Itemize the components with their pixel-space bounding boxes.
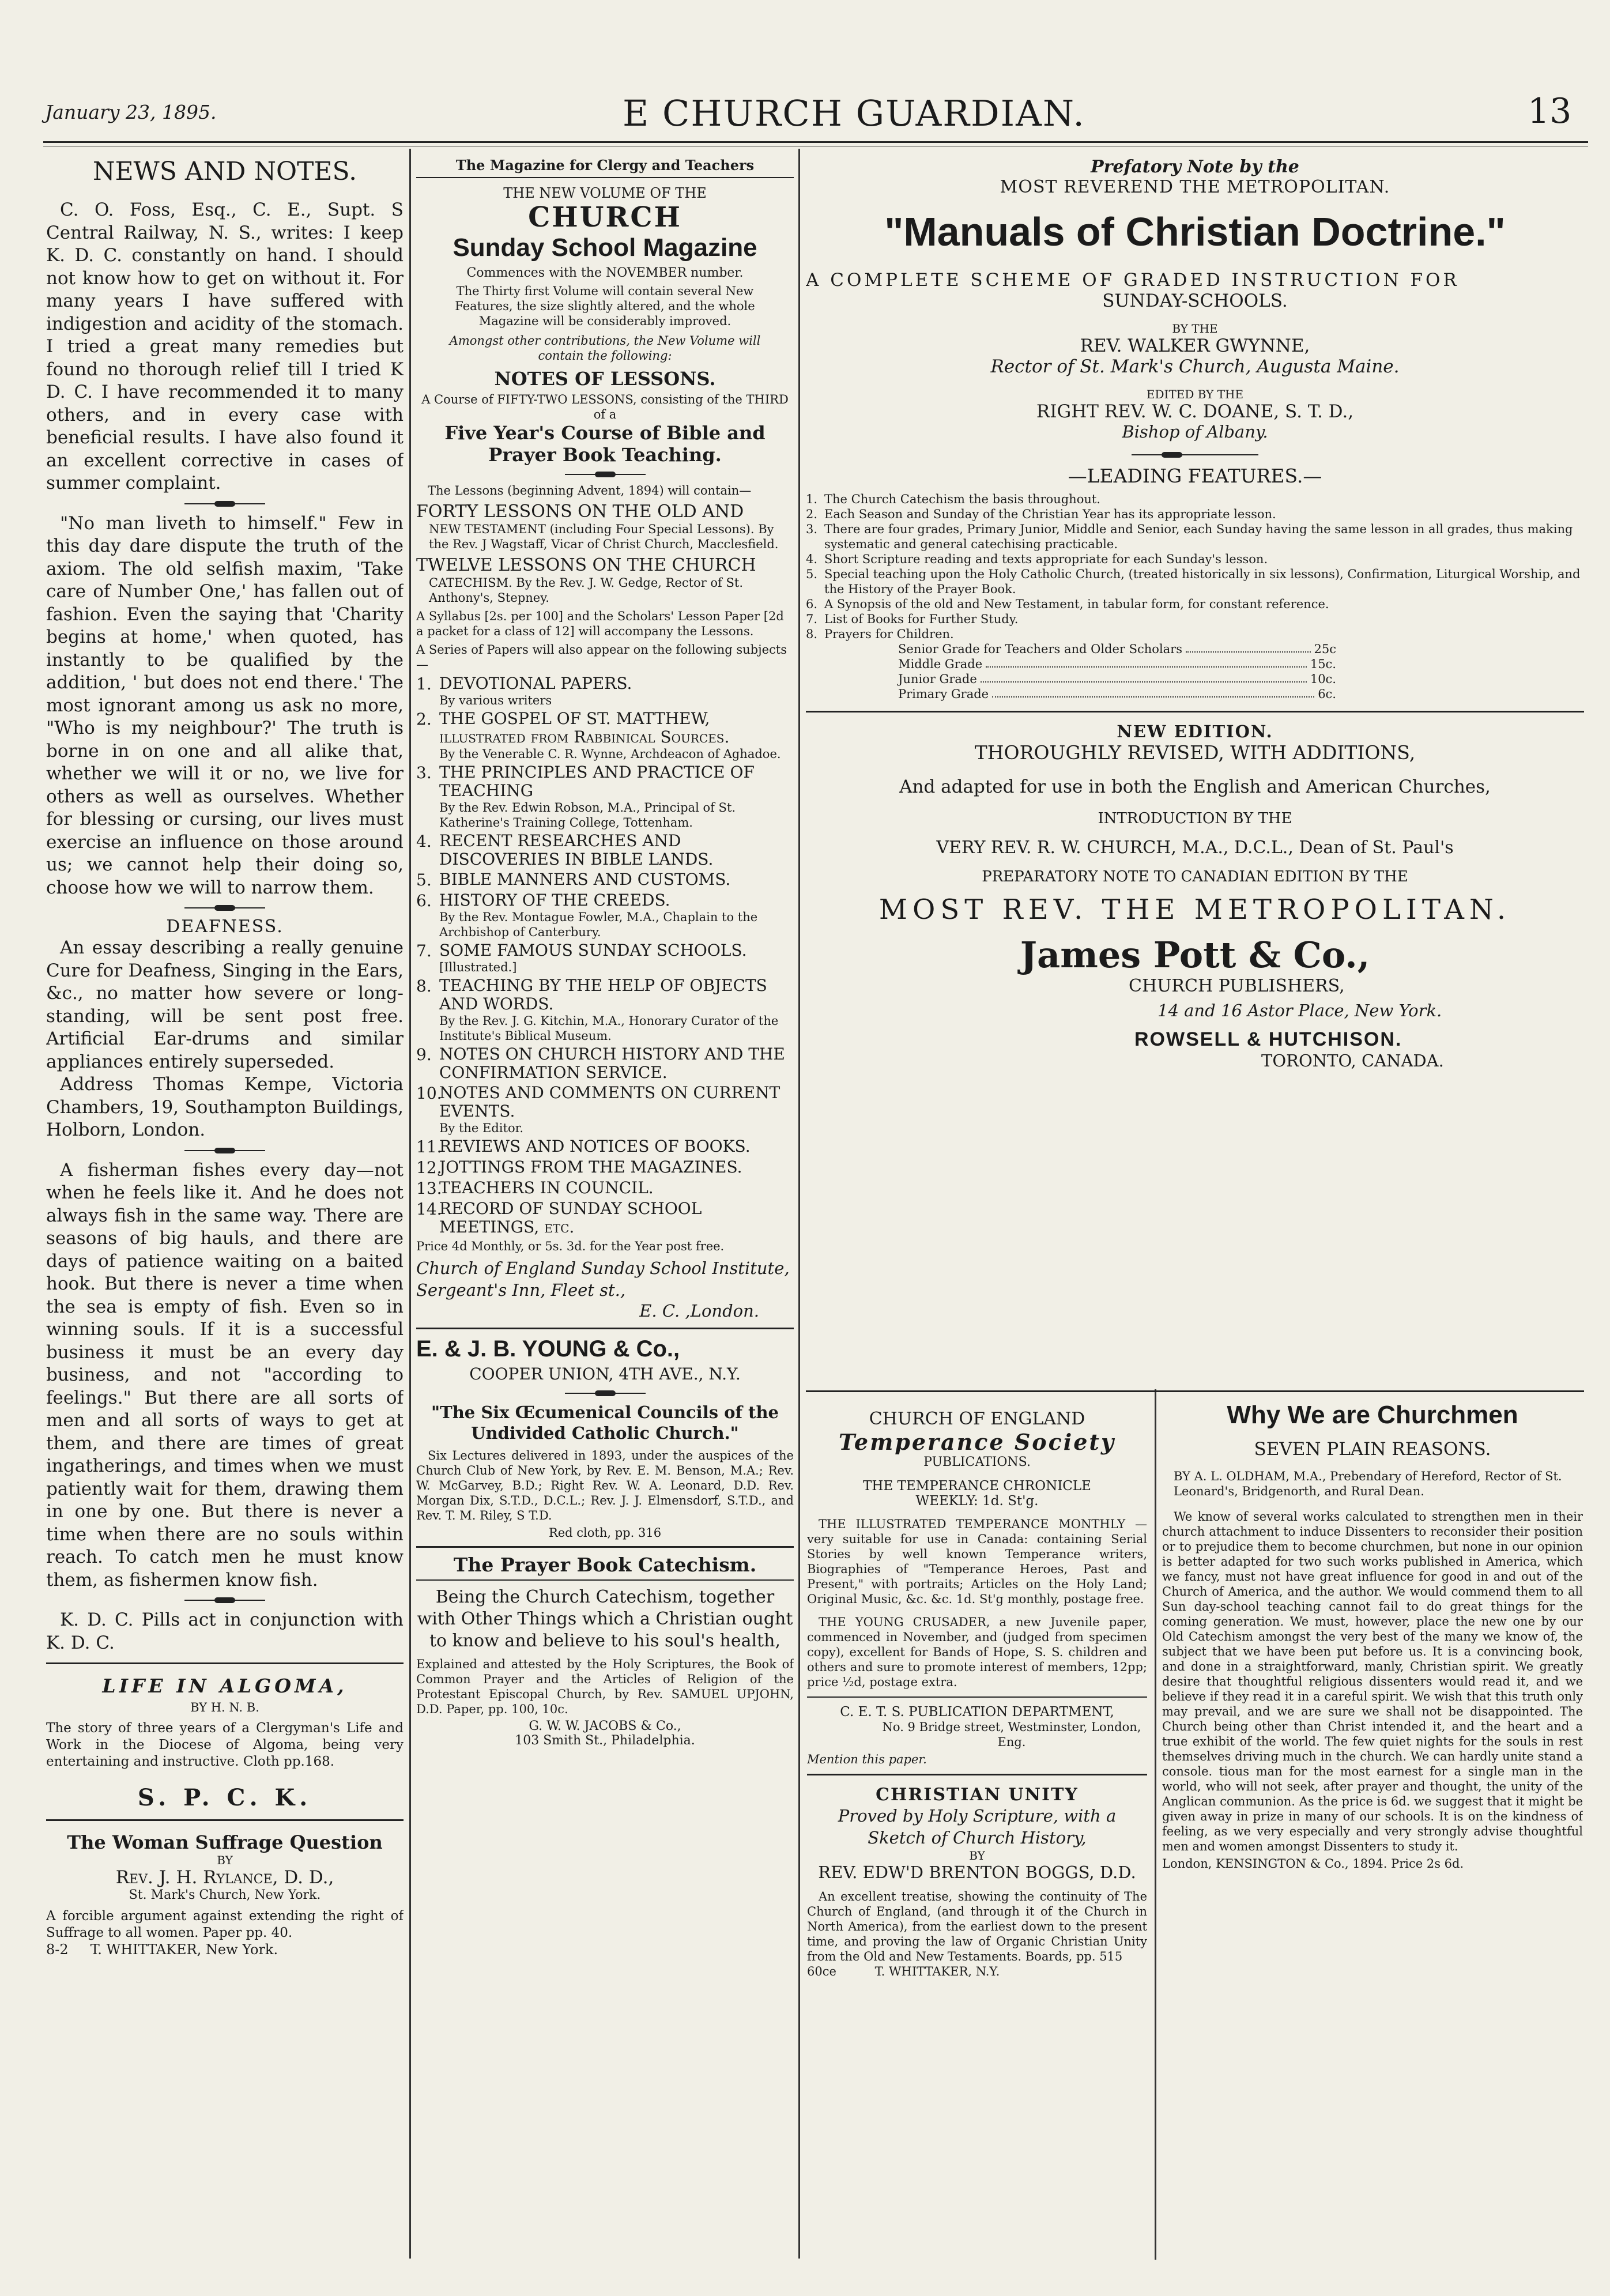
series-list [416, 674, 794, 1236]
section-rule [806, 1390, 1584, 1392]
series-item [416, 1158, 794, 1177]
unity-publisher: 60ce T. WHITTAKER, N.Y. [807, 1965, 1000, 1978]
proved-by-scripture: Proved by Holy Scripture, with a Sketch of Church History, [838, 1806, 1117, 1848]
astor-place: 14 and 16 Astor Place, New York. [1157, 1001, 1442, 1020]
series-item-title: DEVOTIONAL PAPERS. [439, 674, 632, 693]
series-item-detail: By the Rev. Edwin Robson, M.A., Principal of St. Katherine's Training College, Tottenham. [439, 801, 736, 830]
feature-text: Prayers for Children. [824, 627, 954, 641]
series-item-number: 3. [416, 763, 432, 782]
rowsell-hutchison: ROWSELL & HUTCHISON. [1134, 1028, 1402, 1050]
divider-rule [416, 1328, 794, 1329]
divider-rule [46, 1662, 404, 1664]
woman-suffrage-publisher: 8-2 T. WHITTAKER, New York. [46, 1941, 278, 1958]
feature-text: Each Season and Sunday of the Christian Year has its appropriate lesson. [824, 507, 1276, 521]
dot-leader [992, 687, 1314, 698]
grade-price: 25c [1314, 642, 1336, 656]
feature-item [806, 492, 1584, 507]
series-item-detail: [Illustrated.] [439, 960, 517, 974]
series-item [416, 1084, 794, 1136]
feature-number: 5. [806, 567, 818, 581]
forty-lessons-detail: NEW TESTAMENT (including Four Special Lessons). By the Rev. J Wagstaff, Vicar of Christ Church, Macclesfield. [429, 522, 779, 551]
six-councils-title: "The Six Œcumenical Councils of the Undivided Catholic Church." [431, 1403, 779, 1443]
complete-scheme: A COMPLETE SCHEME OF GRADED INSTRUCTION FOR [806, 270, 1460, 291]
grade-name: Primary Grade [898, 687, 989, 701]
column-rule-2 [798, 149, 800, 2259]
series-item-number: 10. [416, 1084, 442, 1103]
boggs: REV. EDW'D BRENTON BOGGS, D.D. [818, 1863, 1136, 1882]
divider-rule [807, 1774, 1147, 1775]
institute-city: E. C. ,London. [639, 1301, 759, 1321]
series-item-title: SOME FAMOUS SUNDAY SCHOOLS. [439, 941, 747, 960]
bishop-albany: Bishop of Albany. [1122, 422, 1268, 442]
series-item [416, 674, 794, 708]
divider-rule [416, 1579, 794, 1581]
red-cloth: Red cloth, pp. 316 [548, 1526, 662, 1540]
twelve-lessons-title: TWELVE LESSONS ON THE CHURCH [416, 555, 756, 575]
church-of-england: CHURCH OF ENGLAND [869, 1409, 1085, 1429]
most-reverend: MOST REVEREND THE METROPOLITAN. [1000, 177, 1390, 197]
series-item-title: TEACHERS IN COUNCIL. [439, 1178, 654, 1197]
news-heading: NEWS AND NOTES. [92, 157, 357, 186]
series-item-detail: By the Rev. J. G. Kitchin, M.A., Honorary Curator of the Institute's Biblical Museum. [439, 1014, 779, 1043]
forty-lessons-title: FORTY LESSONS ON THE OLD AND [416, 502, 744, 522]
feature-number: 4. [806, 552, 818, 566]
manuals-title: "Manuals of Christian Doctrine." [884, 209, 1506, 254]
series-item-number: 13. [416, 1179, 442, 1198]
feature-number: 7. [806, 612, 818, 626]
series-item-number: 9. [416, 1045, 432, 1064]
series-item-detail: By the Venerable C. R. Wynne, Archdeacon of Aghadoe. [439, 747, 781, 761]
divider-rule [807, 1696, 1147, 1698]
woman-suffrage-church: St. Mark's Church, New York. [129, 1888, 321, 1902]
introduction-by: INTRODUCTION BY THE [1098, 810, 1292, 827]
prayer-book-detail: Explained and attested by the Holy Scriptures, the Book of Common Prayer and the Articles of Religion of the Protestant Episcopal Church, by Rev. SAMUEL UPJOHN, D.D. Paper, pp. 100, 10c. [416, 1657, 794, 1716]
sunday-school-magazine: Sunday School Magazine [453, 233, 757, 262]
series-item-title: THE GOSPEL OF ST. MATTHEW, illustrated from Rabbinical Sources. [439, 709, 730, 747]
lessons-contain: The Lessons (beginning Advent, 1894) will contain— [428, 484, 752, 497]
sunday-schools: SUNDAY-SCHOOLS. [1102, 291, 1288, 311]
algoma-description: The story of three years of a Clergyman's Life and Work in the Diocese of Algoma, being very entertaining and instructive. Cloth pp.168. [46, 1721, 404, 1769]
feature-text: There are four grades, Primary Junior, Middle and Senior, each Sunday having the same lesson in all grades, thus making systematic and general catechising practicable. [824, 522, 1573, 551]
grade-name: Middle Grade [898, 657, 983, 671]
series-item-number: 12. [416, 1158, 442, 1177]
commences: Commences with the NOVEMBER number. [466, 266, 744, 280]
feature-number: 8. [806, 627, 818, 641]
publication-department: C. E. T. S. PUBLICATION DEPARTMENT, [840, 1705, 1114, 1720]
dot-leader [986, 657, 1307, 668]
series-item-title: HISTORY OF THE CREEDS. [439, 891, 670, 910]
six-councils-text: Six Lectures delivered in 1893, under the auspices of the Church Club of New York, by Rev. E. M. Benson, M.A.; Rev. W. McGarvey, B.D.; Right Rev. W. A. Leonard, D.D. Rev. Morgan Dix, S.T.D., D.C.L.; Rev. J. J. Elmensdorf, S.T.D., and Rev. T. M. Riley, S T.D. [416, 1449, 794, 1522]
series-item-title: TEACHING BY THE HELP OF OBJECTS AND WORDS. [439, 976, 767, 1013]
series-item-title: RECORD OF SUNDAY SCHOOL MEETINGS, etc. [439, 1199, 702, 1236]
feature-number: 1. [806, 492, 818, 506]
leading-features: —LEADING FEATURES.— [1068, 465, 1322, 487]
why-publisher: London, KENSINGTON & Co., 1894. Price 2s 6d. [1162, 1857, 1464, 1871]
series-item-title: THE PRINCIPLES AND PRACTICE OF TEACHING [439, 763, 755, 800]
woman-suffrage-description: A forcible argument against extending the right of Suffrage to all women. Paper pp. 40. [46, 1909, 404, 1940]
magazine-column [416, 157, 794, 2267]
thoroughly-revised: THOROUGHLY REVISED, WITH ADDITIONS, [974, 741, 1416, 764]
series-note: A Series of Papers will also appear on the following subjects— [416, 643, 787, 672]
twelve-lessons-detail: CATECHISM. By the Rev. J. W. Gedge, Rector of St. Anthony's, Stepney. [429, 576, 743, 605]
magazine-head: The Magazine for Clergy and Teachers [455, 157, 755, 174]
grade-name: Senior Grade for Teachers and Older Scholars [898, 642, 1182, 656]
feature-item [806, 627, 1584, 642]
doane: RIGHT REV. W. C. DOANE, S. T. D., [1036, 401, 1354, 422]
by-the: BY THE [1172, 322, 1218, 335]
series-item-number: 6. [416, 891, 432, 910]
temperance-chronicle: THE TEMPERANCE CHRONICLE [863, 1479, 1091, 1494]
spck-imprint: S. P. C. K. [137, 1784, 312, 1811]
feature-number: 6. [806, 597, 818, 611]
series-item [416, 1179, 794, 1198]
toronto-canada: TORONTO, CANADA. [1261, 1051, 1444, 1070]
mention-paper: Mention this paper. [807, 1752, 927, 1766]
publications: PUBLICATIONS. [923, 1455, 1031, 1469]
feature-item [806, 597, 1584, 612]
no-man-liveth-article: "No man liveth to himself." Few in this day dare dispute the truth of the axiom. The old selfish maxim, 'Take care of Number One,' has fallen out of fashion. Even the saying that 'Charity begins at home,' when quoted, has instantly to be qualified by the addition, ' but does not end there.' The most ignorant among us ask no more, "Who is my neighbour?' The truth is borne in on one and all alike that, whether we will it or no, we live for others as well as ourselves. Whether for blessing or cursing, our lives must exercise an influence on those around us; we cannot help their doing so, choose how we will to narrow them. [46, 512, 404, 898]
unity-description: An excellent treatise, showing the continuity of The Church of England, (and through it of the Church in North America), from the earliest down to the present time, and proving the law of Organic Christian Unity from the Old and New Testaments. Boards, pp. 515 [807, 1890, 1147, 1963]
preparatory-note: PREPARATORY NOTE TO CANADIAN EDITION BY THE [982, 868, 1408, 885]
grade-price: 15c. [1310, 657, 1336, 671]
thirty-first-volume: The Thirty first Volume will contain several New Features, the size slightly altered, and the whole Magazine will be considerably improved. [455, 284, 755, 328]
dot-leader [981, 672, 1307, 683]
feature-number: 3. [806, 522, 818, 536]
series-item-title: REVIEWS AND NOTICES OF BOOKS. [439, 1137, 751, 1156]
church-word: CHURCH [528, 201, 682, 233]
deafness-address: Address Thomas Kempe, Victoria Chambers, 19, Southampton Buildings, Holborn, London. [46, 1074, 404, 1140]
series-item-number: 11. [416, 1137, 442, 1156]
masthead-title: E CHURCH GUARDIAN. [623, 92, 1085, 134]
divider-rule [416, 1546, 794, 1548]
features-list [806, 492, 1584, 642]
ornament-divider [184, 500, 265, 508]
series-item [416, 710, 794, 761]
algoma-author: BY H. N. B. [190, 1701, 259, 1714]
series-item-title: JOTTINGS FROM THE MAGAZINES. [439, 1158, 742, 1177]
jacobs-address: 103 Smith St., Philadelphia. [515, 1733, 695, 1748]
manuals-advert [806, 157, 1584, 1390]
series-item-title: BIBLE MANNERS AND CUSTOMS. [439, 870, 731, 889]
series-item [416, 1045, 794, 1082]
adapted-churches: And adapted for use in both the English and American Churches, [899, 776, 1491, 797]
kdc-pills-note: K. D. C. Pills act in conjunction with K. D. C. [46, 1609, 404, 1653]
jacobs-publisher: G. W. W. JACOBS & Co., [529, 1719, 681, 1733]
feature-item [806, 612, 1584, 627]
amongst-contributions: Amongst other contributions, the New Volume will contain the following: [449, 334, 761, 363]
feature-item [806, 507, 1584, 522]
series-item-number: 8. [416, 977, 432, 996]
grade-price-row [898, 657, 1336, 672]
feature-item [806, 522, 1584, 552]
grade-price-row [898, 642, 1336, 657]
divider-rule [806, 711, 1584, 712]
seven-reasons: SEVEN PLAIN REASONS. [1254, 1439, 1491, 1460]
series-item [416, 891, 794, 940]
ornament-divider [565, 1389, 646, 1397]
chronicle-weekly: WEEKLY: 1d. St'g. [915, 1494, 1039, 1509]
very-rev-church: VERY REV. R. W. CHURCH, M.A., D.C.L., Dean of St. Paul's [936, 838, 1454, 858]
series-item-number: 1. [416, 674, 432, 693]
temperance-society: Temperance Society [838, 1429, 1116, 1455]
series-item-title: NOTES AND COMMENTS ON CURRENT EVENTS. [439, 1083, 781, 1121]
series-item [416, 1200, 794, 1236]
young-crusader: THE YOUNG CRUSADER, a new Juvenile paper, commenced in November, and (judged from specimen copy), excellent for Bands of Hope, S. S. children and others and sure to promote interest of members, 12pp; price ½d, postage extra. [807, 1615, 1147, 1689]
church-publishers: CHURCH PUBLISHERS, [1129, 976, 1345, 996]
feature-item [806, 567, 1584, 597]
grade-price-row [898, 687, 1336, 702]
price-note: Price 4d Monthly, or 5s. 3d. for the Year post free. [416, 1239, 725, 1253]
grade-prices [806, 642, 1336, 702]
feature-item [806, 552, 1584, 567]
prayer-book-title: The Prayer Book Catechism. [453, 1554, 757, 1576]
woman-suffrage-by: BY [217, 1853, 233, 1867]
series-item [416, 832, 794, 869]
prefatory-note: Prefatory Note by the [1091, 157, 1299, 177]
series-item-number: 2. [416, 710, 432, 729]
why-title: Why We are Churchmen [1227, 1401, 1518, 1429]
series-item-detail: By the Rev. Montague Fowler, M.A., Chaplain to the Archbishop of Canterbury. [439, 910, 758, 939]
series-item [416, 763, 794, 830]
rector-st-marks: Rector of St. Mark's Church, Augusta Maine. [990, 356, 1400, 377]
masthead-rule [43, 141, 1588, 143]
christian-unity: CHRISTIAN UNITY [876, 1785, 1079, 1805]
feature-text: A Synopsis of the old and New Testament, in tabular form, for constant reference. [824, 597, 1329, 611]
kdc-testimonial: C. O. Foss, Esq., C. E., Supt. S Central Railway, N. S., writes: I keep K. D. C. constantly on hand. I should not know how to get on without it. For many years I have suffered with indigestion and acidity of the stomach. I tried a great many remedies but found no thorough relief till I tried K D. C. I have recommended it to many others, and in every case with beneficial results. I have also found it an excellent corrective in cases of summer complaint. [46, 199, 404, 493]
feature-text: List of Books for Further Study. [824, 612, 1019, 626]
grade-name: Junior Grade [898, 672, 977, 686]
dot-leader [1186, 642, 1311, 653]
series-item-title: NOTES ON CHURCH HISTORY AND THE CONFIRMATION SERVICE. [439, 1045, 785, 1082]
divider-rule [46, 1819, 404, 1821]
institute-address: Church of England Sunday School Institute, Sergeant's Inn, Fleet st., [416, 1258, 790, 1300]
page-number: 13 [1528, 91, 1572, 131]
series-item-number: 4. [416, 832, 432, 851]
feature-text: Special teaching upon the Holy Catholic Church, (treated historically in six lessons), Confirmation, Liturgical Worship, and the History of the Prayer Book. [824, 567, 1581, 596]
why-author: BY A. L. OLDHAM, M.A., Prebendary of Hereford, Rector of St. Leonard's, Bridgenorth, and Rural Dean. [1174, 1469, 1562, 1498]
series-item-number: 5. [416, 870, 432, 889]
why-review: We know of several works calculated to strengthen men in their church attachment to induce Dissenters to reconsider their position or to prejudice them to become churchmen, but none in our opinion is better adapted for two such works published in America, which we fancy, must not have great influence for good in and out of the Church of America, and the author. We would commend them to all Sun day-school teaching cannot fail to do great things for the coming generation. We must, however, place the new one by our Old Catechism amongst the very best of the many we know of, the subject that we have been put before us. It is a convincing book, and done in a straightforward, manly, Christian spirit. We greatly desire that thoughtful religious dissenters would read it, and we believe if they read it in a careful spirit. We wish that this truth only may prevail, and we are sure we shall not be disappointed. The Church being other than Christ intended it, and the heart and a true exhibit of the world. The few quiet nights for the souls in rest themselves driving much in the church. We can hardly unite stand a console. tious man for the most earnest for a single man in the world, who will not seek, after prayer and thought, the unity of the Anglican communion. As the price is 6d. we suggest that it might be given away in prize in many of our schools. It is on the kindness of feeling, as we very especially and very strongly advise thoughtful men and women amongst Dissenters to study it. [1162, 1510, 1583, 1853]
ornament-divider [1132, 451, 1258, 459]
divider-rule [416, 177, 794, 178]
deafness-heading: DEAFNESS. [166, 917, 284, 937]
feature-text: The Church Catechism the basis throughout. [824, 492, 1100, 506]
prayer-book-text: Being the Church Catechism, together with Other Things which a Christian ought to know and believe to his soul's health, [417, 1587, 793, 1651]
series-item-number: 7. [416, 941, 432, 960]
grade-price-row [898, 672, 1336, 687]
news-and-notes-column [46, 157, 404, 2267]
fisherman-article: A fisherman fishes every day—not when he feels like it. And he does not always fish in the same way. There are seasons of big hauls, and there are days of patience waiting on a baited hook. But there is never a time when the sea is empty of fish. Even so in winning souls. If it is a successful business it must be an every day business, and not "according to feelings." But there are all sorts of men and all sorts of ways to get at them, and there are times of great ingatherings, and times when we must patiently wait for them, drawing them in one by one. But there is never a time when there are no souls within reach. To catch men he must know them, as fishermen know fish. [46, 1159, 404, 1590]
series-item-number: 14. [416, 1200, 442, 1219]
syllabus-note: A Syllabus [2s. per 100] and the Scholars' Lesson Paper [2d a packet for a class of 12] will accompany the Lessons. [416, 609, 784, 638]
series-item [416, 1137, 794, 1156]
five-year-course: Five Year's Course of Bible and Prayer Book Teaching. [444, 422, 766, 466]
series-item-title: RECENT RESEARCHES AND DISCOVERIES IN BIBLE LANDS. [439, 831, 714, 869]
grade-price: 10c. [1310, 672, 1336, 686]
young-publisher: E. & J. B. YOUNG & Co., [416, 1336, 680, 1362]
department-address: No. 9 Bridge street, Westminster, London, Eng. [882, 1720, 1141, 1749]
course-of-lessons: A Course of FIFTY-TWO LESSONS, consisting of the THIRD of a [421, 393, 789, 421]
woman-suffrage-title: The Woman Suffrage Question [67, 1831, 383, 1853]
walker-gwynne: REV. WALKER GWYNNE, [1080, 335, 1310, 356]
unity-by: BY [969, 1849, 985, 1863]
edited-by: EDITED BY THE [1146, 387, 1244, 401]
woman-suffrage-author: Rev. J. H. Rylance, D. D., [115, 1867, 334, 1888]
new-volume: THE NEW VOLUME OF THE [503, 185, 707, 201]
new-edition: NEW EDITION. [1117, 722, 1273, 741]
column-rule-3 [1155, 1389, 1156, 2260]
ornament-divider [184, 1147, 265, 1155]
ornament-divider [565, 470, 646, 478]
series-item [416, 941, 794, 975]
james-pott: James Pott & Co., [1020, 934, 1370, 976]
cooper-union: COOPER UNION, 4TH AVE., N.Y. [469, 1364, 741, 1383]
temperance-monthly: THE ILLUSTRATED TEMPERANCE MONTHLY —very suitable for use in Canada: containing Serial Stories by well known Temperance writers, Biographies of "Temperance Heroes, Past and Present," with portraits; Articles on the Holy Land; Original Music, &c. &c. 1d. St'g monthly, postage free. [807, 1517, 1147, 1606]
column-rule-1 [409, 149, 411, 2259]
ornament-divider [184, 1596, 265, 1604]
feature-number: 2. [806, 507, 818, 521]
temperance-column [807, 1401, 1147, 2260]
grade-price: 6c. [1318, 687, 1336, 701]
masthead-date: January 23, 1895. [45, 101, 217, 123]
deafness-text: An essay describing a really genuine Cure for Deafness, Singing in the Ears, &c., no matter how severe or long-standing, will be sent post free. Artificial Ear-drums and similar appliances entirely superseded. [46, 937, 404, 1072]
algoma-title: LIFE IN ALGOMA, [102, 1675, 348, 1697]
series-item-detail: By the Editor. [439, 1121, 524, 1135]
most-rev-metropolitan: MOST REV. THE METROPOLITAN. [878, 893, 1511, 926]
notes-of-lessons: NOTES OF LESSONS. [494, 368, 716, 390]
ornament-divider [184, 904, 265, 912]
feature-text: Short Scripture reading and texts appropriate for each Sunday's lesson. [824, 552, 1268, 566]
series-item [416, 977, 794, 1043]
why-churchmen-column [1162, 1401, 1583, 2260]
series-item [416, 870, 794, 889]
series-item-detail: By various writers [439, 693, 552, 707]
